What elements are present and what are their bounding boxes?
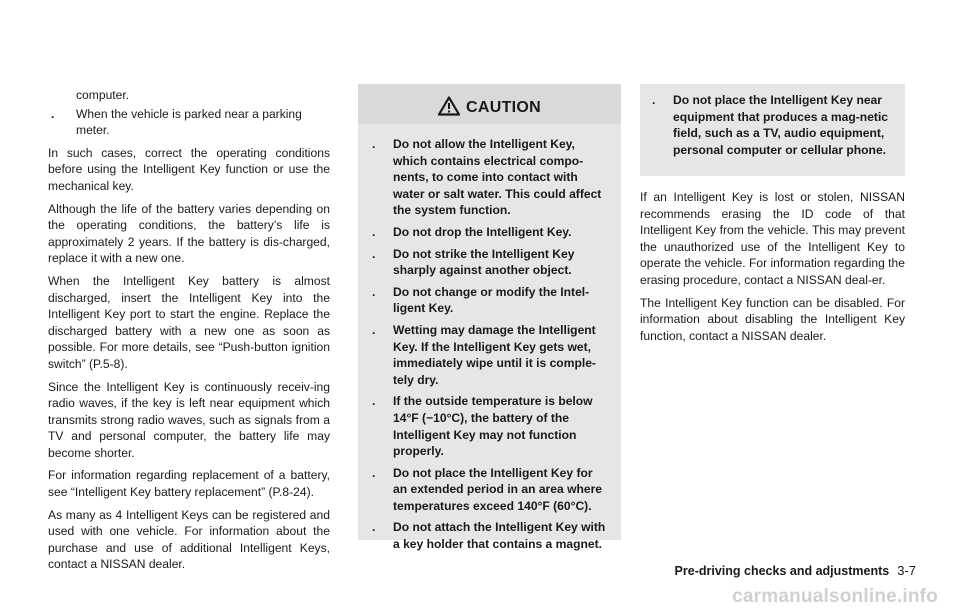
page-footer bbox=[675, 563, 916, 578]
left-column bbox=[48, 0, 330, 579]
paragraph-lost-key: If an Intelligent Key is lost or stolen, NISSAN recommends erasing the ID code of that Intelligent Key from the vehicle. This may prevent the unauthorized use of the Intelligent Key to operate the vehicle. For information regarding the erasing procedure, contact a NISSAN deal-er. bbox=[640, 190, 905, 287]
caution-item bbox=[652, 92, 895, 158]
paragraph-battery-life: Although the life of the battery varies depending on the operating conditions, the battery’s life is approximately 2 years. If the battery is dis-charged, replace it with a new one. bbox=[48, 201, 330, 266]
list-item-parking-meter bbox=[48, 106, 330, 139]
paragraph-disable-function: The Intelligent Key function can be disabled. For information about disabling the Intelligent Key function, contact a NISSAN dealer. bbox=[640, 295, 905, 343]
caution-item-text: Do not attach the Intelligent Key with a key holder that contains a magnet. bbox=[393, 520, 606, 552]
caution-list bbox=[358, 124, 621, 553]
paragraph-battery-replacement: For information regarding replacement of a battery, see “Intelligent Key battery replacement” (P.8-24). bbox=[48, 468, 330, 500]
bullet: . bbox=[372, 394, 376, 409]
caution-item-text: Do not allow the Intelligent Key, which contains electrical compo-nents, to come into contact with water or salt water. This could affect the system function. bbox=[393, 137, 602, 218]
caution-item-text: Do not place the Intelligent Key for an extended period in an area where temperatures exceed 140°F (60°C). bbox=[393, 465, 603, 513]
caution-item-text: Do not strike the Intelligent Key sharply against another object. bbox=[393, 246, 575, 278]
caution-item bbox=[372, 136, 607, 219]
bullet: . bbox=[372, 465, 376, 480]
caution-box bbox=[358, 84, 621, 552]
paragraph-registered-keys: As many as 4 Intelligent Keys can be registered and used with one vehicle. For information about the purchase and use of additional Intelligent Keys, contact a NISSAN dealer. bbox=[48, 507, 330, 572]
bullet: . bbox=[652, 93, 656, 107]
caution-item bbox=[372, 284, 607, 317]
watermark: carmanualsonline.info bbox=[732, 586, 938, 607]
caution-item-text: Do not drop the Intelligent Key. bbox=[393, 224, 572, 239]
right-text bbox=[640, 189, 905, 350]
warning-triangle-icon bbox=[438, 96, 460, 121]
caution-header bbox=[358, 84, 621, 124]
section-title: Pre-driving checks and adjustments bbox=[674, 564, 890, 578]
continued-text: computer. bbox=[76, 88, 130, 102]
page-number: 3-7 bbox=[897, 563, 916, 578]
bullet: . bbox=[372, 246, 376, 261]
caution-item bbox=[372, 224, 607, 241]
bullet: . bbox=[372, 284, 376, 299]
paragraph-operating-conditions: In such cases, correct the operating conditions before using the Intelligent Key function or use the mechanical key. bbox=[48, 145, 330, 193]
caution-title bbox=[358, 96, 621, 121]
caution-item-text: If the outside temperature is below 14°F (−10°C), the battery of the Intelligent Key may not function properly. bbox=[393, 394, 593, 459]
caution-item bbox=[372, 465, 607, 515]
caution-item-text: Do not place the Intelligent Key near equipment that produces a mag-netic field, such as a TV, audio equipment, personal computer or cellular phone. bbox=[673, 93, 889, 157]
paragraph-radio-waves: Since the Intelligent Key is continuously receiv-ing radio waves, if the key is left near equipment which transmits strong radio waves, such as signals from a TV and personal computer, the battery life may become shorter. bbox=[48, 379, 330, 460]
paragraph-battery-discharged: When the Intelligent Key battery is almost discharged, insert the Intelligent Key into the Intelligent Key port to start the engine. Replace the discharged battery with a new one as soon as possible. For more details, see “Push-button ignition switch” (P.5-8). bbox=[48, 273, 330, 371]
bullet: . bbox=[372, 322, 376, 337]
bullet: . bbox=[51, 106, 55, 121]
caution-item bbox=[372, 393, 607, 459]
bullet: . bbox=[372, 520, 376, 535]
bullet: . bbox=[372, 137, 376, 151]
caution-item-text: Wetting may damage the Intelligent Key. If the Intelligent Key gets wet, immediately wipe until it is comple-tely dry. bbox=[393, 322, 596, 387]
list-item-text: When the vehicle is parked near a parking meter. bbox=[76, 106, 302, 138]
caution-title-text: CAUTION bbox=[466, 99, 541, 116]
caution-item-text: Do not change or modify the Intel-ligent Key. bbox=[393, 284, 590, 316]
caution-item bbox=[372, 519, 607, 552]
bullet: . bbox=[372, 224, 376, 239]
caution-item bbox=[372, 322, 607, 388]
caution-box-continued bbox=[640, 84, 905, 176]
caution-item bbox=[372, 246, 607, 279]
